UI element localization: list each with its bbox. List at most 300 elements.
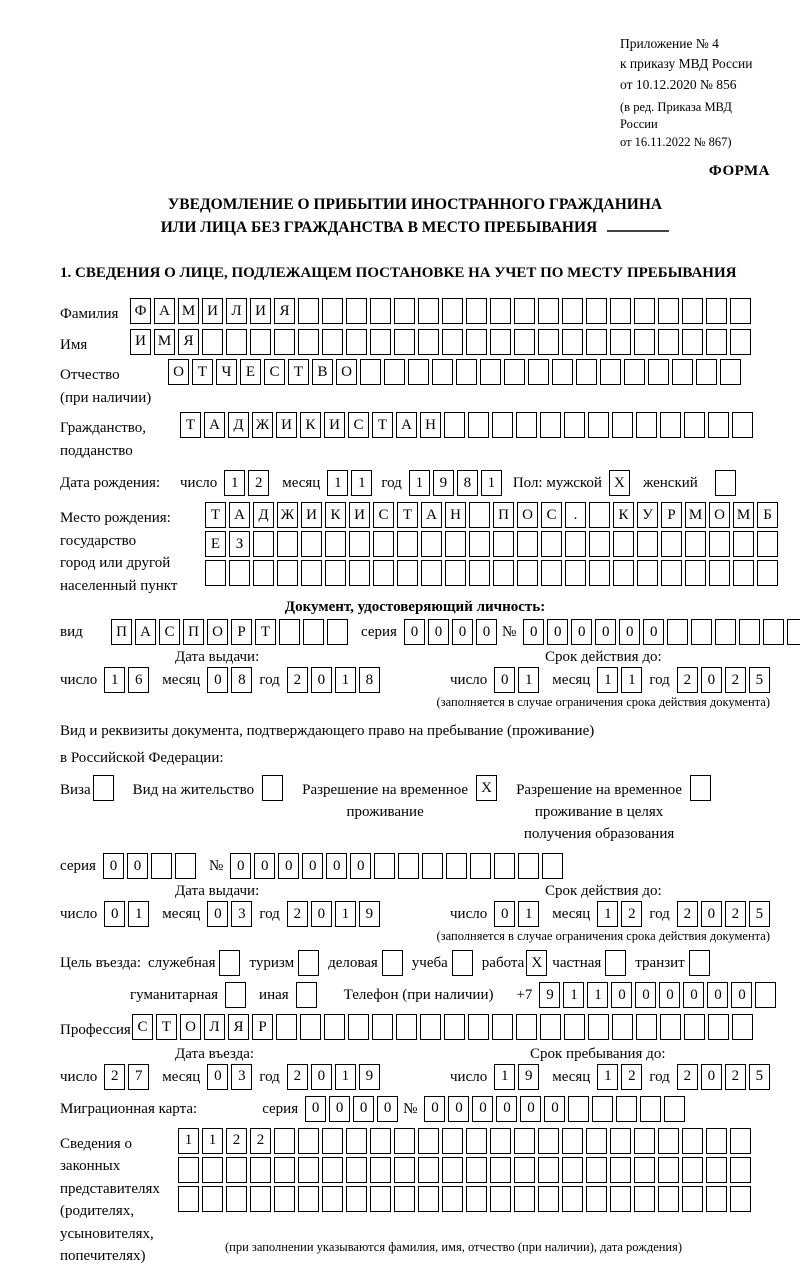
form-cell[interactable]: 1 <box>597 901 618 927</box>
form-cell[interactable] <box>394 1186 415 1212</box>
form-cell[interactable] <box>394 1157 415 1183</box>
form-cell[interactable] <box>226 329 247 355</box>
form-cell[interactable]: 1 <box>335 667 356 693</box>
form-cell[interactable] <box>562 1157 583 1183</box>
form-cell[interactable]: С <box>348 412 369 438</box>
form-cell[interactable]: П <box>183 619 204 645</box>
form-cell[interactable]: С <box>541 502 562 528</box>
form-cell[interactable] <box>682 1157 703 1183</box>
form-cell[interactable] <box>732 1014 753 1040</box>
form-cell[interactable] <box>637 531 658 557</box>
form-cell[interactable] <box>552 359 573 385</box>
form-cell[interactable] <box>514 1186 535 1212</box>
form-cell[interactable]: 1 <box>494 1064 515 1090</box>
form-cell[interactable] <box>408 359 429 385</box>
form-cell[interactable]: 6 <box>128 667 149 693</box>
form-cell[interactable]: И <box>276 412 297 438</box>
form-cell[interactable]: Д <box>253 502 274 528</box>
form-cell[interactable] <box>541 560 562 586</box>
form-cell[interactable] <box>298 1186 319 1212</box>
form-cell[interactable]: 1 <box>351 470 372 496</box>
form-cell[interactable] <box>370 1157 391 1183</box>
form-cell[interactable] <box>373 531 394 557</box>
form-cell[interactable] <box>225 982 246 1008</box>
form-cell[interactable] <box>538 1157 559 1183</box>
form-cell[interactable] <box>382 950 403 976</box>
form-cell[interactable] <box>562 329 583 355</box>
form-cell[interactable] <box>516 1014 537 1040</box>
form-cell[interactable]: Я <box>178 329 199 355</box>
form-cell[interactable] <box>296 982 317 1008</box>
form-cell[interactable]: 2 <box>725 901 746 927</box>
form-cell[interactable]: 1 <box>335 1064 356 1090</box>
form-cell[interactable] <box>562 298 583 324</box>
form-cell[interactable] <box>432 359 453 385</box>
form-cell[interactable]: 2 <box>621 1064 642 1090</box>
form-cell[interactable] <box>397 560 418 586</box>
form-cell[interactable]: 8 <box>231 667 252 693</box>
form-cell[interactable]: 0 <box>350 853 371 879</box>
form-cell[interactable] <box>610 1186 631 1212</box>
form-cell[interactable]: 0 <box>476 619 497 645</box>
form-cell[interactable] <box>684 412 705 438</box>
form-cell[interactable] <box>466 298 487 324</box>
form-cell[interactable] <box>564 412 585 438</box>
form-cell[interactable]: 0 <box>103 853 124 879</box>
form-cell[interactable] <box>588 412 609 438</box>
form-cell[interactable] <box>658 298 679 324</box>
form-cell[interactable]: 0 <box>353 1096 374 1122</box>
form-cell[interactable] <box>660 412 681 438</box>
form-cell[interactable]: Р <box>252 1014 273 1040</box>
form-cell[interactable] <box>175 853 196 879</box>
form-cell[interactable] <box>490 1128 511 1154</box>
form-cell[interactable]: Р <box>661 502 682 528</box>
form-cell[interactable]: 7 <box>128 1064 149 1090</box>
form-cell[interactable] <box>466 1157 487 1183</box>
form-cell[interactable]: 0 <box>452 619 473 645</box>
form-cell[interactable] <box>394 298 415 324</box>
form-cell[interactable]: 0 <box>701 901 722 927</box>
form-cell[interactable] <box>468 1014 489 1040</box>
form-cell[interactable] <box>730 1186 751 1212</box>
form-cell[interactable] <box>730 298 751 324</box>
form-cell[interactable]: 1 <box>587 982 608 1008</box>
form-cell[interactable]: 0 <box>472 1096 493 1122</box>
form-cell[interactable]: 0 <box>496 1096 517 1122</box>
form-cell[interactable]: Я <box>274 298 295 324</box>
form-cell[interactable]: 0 <box>127 853 148 879</box>
form-cell[interactable]: М <box>178 298 199 324</box>
form-cell[interactable]: 9 <box>539 982 560 1008</box>
form-cell[interactable] <box>349 531 370 557</box>
form-cell[interactable] <box>274 1186 295 1212</box>
form-cell[interactable] <box>418 1186 439 1212</box>
form-cell[interactable] <box>589 531 610 557</box>
form-cell[interactable] <box>667 619 688 645</box>
form-cell[interactable] <box>592 1096 613 1122</box>
form-cell[interactable] <box>397 531 418 557</box>
form-cell[interactable] <box>739 619 760 645</box>
form-cell[interactable]: У <box>637 502 658 528</box>
form-cell[interactable]: С <box>373 502 394 528</box>
form-cell[interactable]: Л <box>204 1014 225 1040</box>
form-cell[interactable] <box>324 1014 345 1040</box>
form-cell[interactable] <box>610 329 631 355</box>
form-cell[interactable]: 0 <box>635 982 656 1008</box>
form-cell[interactable] <box>564 1014 585 1040</box>
form-cell[interactable] <box>720 359 741 385</box>
form-cell[interactable] <box>418 329 439 355</box>
form-cell[interactable] <box>576 359 597 385</box>
form-cell[interactable]: 1 <box>621 667 642 693</box>
form-cell[interactable]: И <box>349 502 370 528</box>
form-cell[interactable] <box>298 1157 319 1183</box>
form-cell[interactable] <box>733 531 754 557</box>
form-cell[interactable] <box>277 531 298 557</box>
form-cell[interactable] <box>661 531 682 557</box>
form-cell[interactable] <box>303 619 324 645</box>
form-cell[interactable] <box>370 1186 391 1212</box>
form-cell[interactable] <box>634 1186 655 1212</box>
form-cell[interactable] <box>691 619 712 645</box>
form-cell[interactable]: М <box>154 329 175 355</box>
form-cell[interactable]: 9 <box>359 901 380 927</box>
form-cell[interactable]: 1 <box>327 470 348 496</box>
form-cell[interactable] <box>586 1186 607 1212</box>
form-cell[interactable] <box>398 853 419 879</box>
form-cell[interactable] <box>202 1157 223 1183</box>
form-cell[interactable] <box>346 1157 367 1183</box>
form-cell[interactable]: 2 <box>725 1064 746 1090</box>
form-cell[interactable] <box>277 560 298 586</box>
form-cell[interactable] <box>422 853 443 879</box>
form-cell[interactable] <box>360 359 381 385</box>
form-cell[interactable]: 8 <box>457 470 478 496</box>
form-cell[interactable] <box>418 298 439 324</box>
form-cell[interactable]: Ч <box>216 359 237 385</box>
form-cell[interactable]: 0 <box>305 1096 326 1122</box>
form-cell[interactable] <box>349 560 370 586</box>
form-cell[interactable] <box>300 1014 321 1040</box>
form-cell[interactable] <box>516 412 537 438</box>
form-cell[interactable] <box>346 1128 367 1154</box>
form-cell[interactable] <box>205 560 226 586</box>
form-cell[interactable]: Т <box>205 502 226 528</box>
form-cell[interactable]: М <box>685 502 706 528</box>
form-cell[interactable] <box>517 531 538 557</box>
form-cell[interactable] <box>706 298 727 324</box>
form-cell[interactable] <box>610 1128 631 1154</box>
form-cell[interactable] <box>706 329 727 355</box>
form-cell[interactable] <box>396 1014 417 1040</box>
form-cell[interactable]: И <box>301 502 322 528</box>
form-cell[interactable] <box>493 531 514 557</box>
form-cell[interactable] <box>612 1014 633 1040</box>
form-cell[interactable] <box>322 1157 343 1183</box>
form-cell[interactable]: Е <box>240 359 261 385</box>
form-cell[interactable]: Ф <box>130 298 151 324</box>
form-cell[interactable] <box>298 298 319 324</box>
form-cell[interactable] <box>178 1157 199 1183</box>
form-cell[interactable] <box>682 1186 703 1212</box>
form-cell[interactable] <box>636 412 657 438</box>
form-cell[interactable] <box>660 1014 681 1040</box>
form-cell[interactable]: 2 <box>287 901 308 927</box>
form-cell[interactable] <box>301 531 322 557</box>
form-cell[interactable]: 2 <box>621 901 642 927</box>
form-cell[interactable]: 1 <box>481 470 502 496</box>
form-cell[interactable] <box>685 531 706 557</box>
form-cell[interactable] <box>682 329 703 355</box>
form-cell[interactable] <box>490 1186 511 1212</box>
form-cell[interactable] <box>327 619 348 645</box>
form-cell[interactable]: 0 <box>701 667 722 693</box>
form-cell[interactable] <box>610 298 631 324</box>
form-cell[interactable]: 2 <box>677 901 698 927</box>
form-cell[interactable] <box>709 560 730 586</box>
form-cell[interactable] <box>605 950 626 976</box>
form-cell[interactable]: 2 <box>287 667 308 693</box>
form-cell[interactable] <box>442 329 463 355</box>
form-cell[interactable] <box>394 329 415 355</box>
form-cell[interactable] <box>219 950 240 976</box>
form-cell[interactable]: С <box>132 1014 153 1040</box>
form-cell[interactable] <box>442 1186 463 1212</box>
form-cell[interactable] <box>250 1186 271 1212</box>
form-cell[interactable]: 1 <box>104 667 125 693</box>
form-cell[interactable]: 1 <box>518 667 539 693</box>
form-cell[interactable] <box>658 1186 679 1212</box>
form-cell[interactable] <box>446 853 467 879</box>
form-cell[interactable] <box>586 329 607 355</box>
form-cell[interactable] <box>490 329 511 355</box>
form-cell[interactable]: 0 <box>377 1096 398 1122</box>
form-cell[interactable]: 0 <box>595 619 616 645</box>
form-cell[interactable]: К <box>325 502 346 528</box>
form-cell[interactable]: С <box>264 359 285 385</box>
form-cell[interactable] <box>372 1014 393 1040</box>
form-cell[interactable]: 0 <box>311 901 332 927</box>
form-cell[interactable]: 0 <box>619 619 640 645</box>
form-cell[interactable]: X <box>609 470 630 496</box>
form-cell[interactable] <box>634 1157 655 1183</box>
form-cell[interactable] <box>634 298 655 324</box>
form-cell[interactable]: Т <box>397 502 418 528</box>
form-cell[interactable] <box>634 329 655 355</box>
form-cell[interactable] <box>418 1157 439 1183</box>
form-cell[interactable]: А <box>229 502 250 528</box>
form-cell[interactable] <box>542 853 563 879</box>
form-cell[interactable]: Т <box>288 359 309 385</box>
form-cell[interactable]: И <box>324 412 345 438</box>
form-cell[interactable] <box>420 1014 441 1040</box>
form-cell[interactable] <box>610 1157 631 1183</box>
form-cell[interactable]: 0 <box>104 901 125 927</box>
form-cell[interactable] <box>538 298 559 324</box>
form-cell[interactable] <box>250 329 271 355</box>
form-cell[interactable] <box>568 1096 589 1122</box>
form-cell[interactable] <box>348 1014 369 1040</box>
form-cell[interactable] <box>540 412 561 438</box>
form-cell[interactable]: 1 <box>518 901 539 927</box>
form-cell[interactable]: О <box>168 359 189 385</box>
form-cell[interactable]: 0 <box>278 853 299 879</box>
form-cell[interactable] <box>586 298 607 324</box>
form-cell[interactable] <box>346 298 367 324</box>
form-cell[interactable]: О <box>180 1014 201 1040</box>
form-cell[interactable]: А <box>135 619 156 645</box>
form-cell[interactable]: 0 <box>207 1064 228 1090</box>
form-cell[interactable] <box>301 560 322 586</box>
form-cell[interactable]: 2 <box>250 1128 271 1154</box>
form-cell[interactable]: Р <box>231 619 252 645</box>
form-cell[interactable] <box>648 359 669 385</box>
form-cell[interactable] <box>562 1186 583 1212</box>
form-cell[interactable] <box>322 329 343 355</box>
form-cell[interactable]: 0 <box>523 619 544 645</box>
form-cell[interactable] <box>690 775 711 801</box>
form-cell[interactable]: 2 <box>248 470 269 496</box>
form-cell[interactable]: 5 <box>749 1064 770 1090</box>
form-cell[interactable]: 0 <box>701 1064 722 1090</box>
form-cell[interactable]: 2 <box>226 1128 247 1154</box>
form-cell[interactable] <box>298 950 319 976</box>
form-cell[interactable]: Т <box>156 1014 177 1040</box>
form-cell[interactable] <box>661 560 682 586</box>
form-cell[interactable] <box>418 1128 439 1154</box>
form-cell[interactable] <box>689 950 710 976</box>
form-cell[interactable] <box>565 531 586 557</box>
form-cell[interactable] <box>504 359 525 385</box>
form-cell[interactable] <box>672 359 693 385</box>
form-cell[interactable]: 3 <box>231 1064 252 1090</box>
form-cell[interactable]: К <box>300 412 321 438</box>
form-cell[interactable] <box>325 531 346 557</box>
form-cell[interactable] <box>253 560 274 586</box>
form-cell[interactable]: Т <box>180 412 201 438</box>
form-cell[interactable] <box>421 531 442 557</box>
form-cell[interactable] <box>709 531 730 557</box>
form-cell[interactable]: Е <box>205 531 226 557</box>
form-cell[interactable] <box>684 1014 705 1040</box>
form-cell[interactable] <box>613 560 634 586</box>
form-cell[interactable] <box>178 1186 199 1212</box>
form-cell[interactable]: 0 <box>494 901 515 927</box>
form-cell[interactable]: О <box>336 359 357 385</box>
form-cell[interactable] <box>322 298 343 324</box>
form-cell[interactable] <box>151 853 172 879</box>
form-cell[interactable] <box>250 1157 271 1183</box>
form-cell[interactable]: Ж <box>277 502 298 528</box>
form-cell[interactable]: О <box>517 502 538 528</box>
form-cell[interactable]: А <box>154 298 175 324</box>
form-cell[interactable] <box>540 1014 561 1040</box>
form-cell[interactable] <box>682 298 703 324</box>
form-cell[interactable] <box>715 619 736 645</box>
form-cell[interactable]: 5 <box>749 901 770 927</box>
form-cell[interactable] <box>730 1157 751 1183</box>
form-cell[interactable]: 0 <box>520 1096 541 1122</box>
form-cell[interactable] <box>565 560 586 586</box>
form-cell[interactable] <box>226 1157 247 1183</box>
form-cell[interactable] <box>298 1128 319 1154</box>
form-cell[interactable]: Л <box>226 298 247 324</box>
form-cell[interactable] <box>757 531 778 557</box>
form-cell[interactable] <box>262 775 283 801</box>
form-cell[interactable] <box>708 1014 729 1040</box>
form-cell[interactable]: 2 <box>677 667 698 693</box>
form-cell[interactable] <box>226 1186 247 1212</box>
form-cell[interactable]: 1 <box>597 1064 618 1090</box>
form-cell[interactable] <box>370 329 391 355</box>
form-cell[interactable]: Я <box>228 1014 249 1040</box>
form-cell[interactable]: В <box>312 359 333 385</box>
form-cell[interactable]: 0 <box>311 1064 332 1090</box>
form-cell[interactable] <box>492 412 513 438</box>
form-cell[interactable] <box>732 412 753 438</box>
form-cell[interactable] <box>444 412 465 438</box>
form-cell[interactable] <box>322 1186 343 1212</box>
form-cell[interactable] <box>470 853 491 879</box>
form-cell[interactable] <box>298 329 319 355</box>
form-cell[interactable] <box>589 502 610 528</box>
form-cell[interactable] <box>384 359 405 385</box>
form-cell[interactable] <box>514 1157 535 1183</box>
form-cell[interactable]: 0 <box>424 1096 445 1122</box>
form-cell[interactable] <box>492 1014 513 1040</box>
form-cell[interactable] <box>730 329 751 355</box>
form-cell[interactable]: Т <box>192 359 213 385</box>
form-cell[interactable] <box>468 412 489 438</box>
form-cell[interactable] <box>514 329 535 355</box>
form-cell[interactable] <box>490 298 511 324</box>
form-cell[interactable] <box>730 1128 751 1154</box>
form-cell[interactable] <box>708 412 729 438</box>
form-cell[interactable] <box>456 359 477 385</box>
form-cell[interactable] <box>469 531 490 557</box>
form-cell[interactable]: 5 <box>749 667 770 693</box>
form-cell[interactable] <box>444 1014 465 1040</box>
form-cell[interactable]: 9 <box>359 1064 380 1090</box>
form-cell[interactable]: 9 <box>518 1064 539 1090</box>
form-cell[interactable]: 0 <box>659 982 680 1008</box>
form-cell[interactable] <box>715 470 736 496</box>
form-cell[interactable]: Ж <box>252 412 273 438</box>
form-cell[interactable] <box>346 1186 367 1212</box>
form-cell[interactable] <box>469 502 490 528</box>
form-cell[interactable]: 2 <box>104 1064 125 1090</box>
form-cell[interactable] <box>442 1157 463 1183</box>
form-cell[interactable]: Б <box>757 502 778 528</box>
form-cell[interactable] <box>634 1128 655 1154</box>
form-cell[interactable] <box>325 560 346 586</box>
form-cell[interactable]: 2 <box>677 1064 698 1090</box>
form-cell[interactable]: 1 <box>224 470 245 496</box>
form-cell[interactable] <box>370 1128 391 1154</box>
form-cell[interactable] <box>229 560 250 586</box>
form-cell[interactable] <box>528 359 549 385</box>
form-cell[interactable] <box>445 531 466 557</box>
form-cell[interactable] <box>202 1186 223 1212</box>
form-cell[interactable] <box>514 298 535 324</box>
form-cell[interactable]: 1 <box>335 901 356 927</box>
form-cell[interactable] <box>514 1128 535 1154</box>
form-cell[interactable]: А <box>396 412 417 438</box>
form-cell[interactable] <box>445 560 466 586</box>
form-cell[interactable] <box>370 298 391 324</box>
form-cell[interactable] <box>588 1014 609 1040</box>
